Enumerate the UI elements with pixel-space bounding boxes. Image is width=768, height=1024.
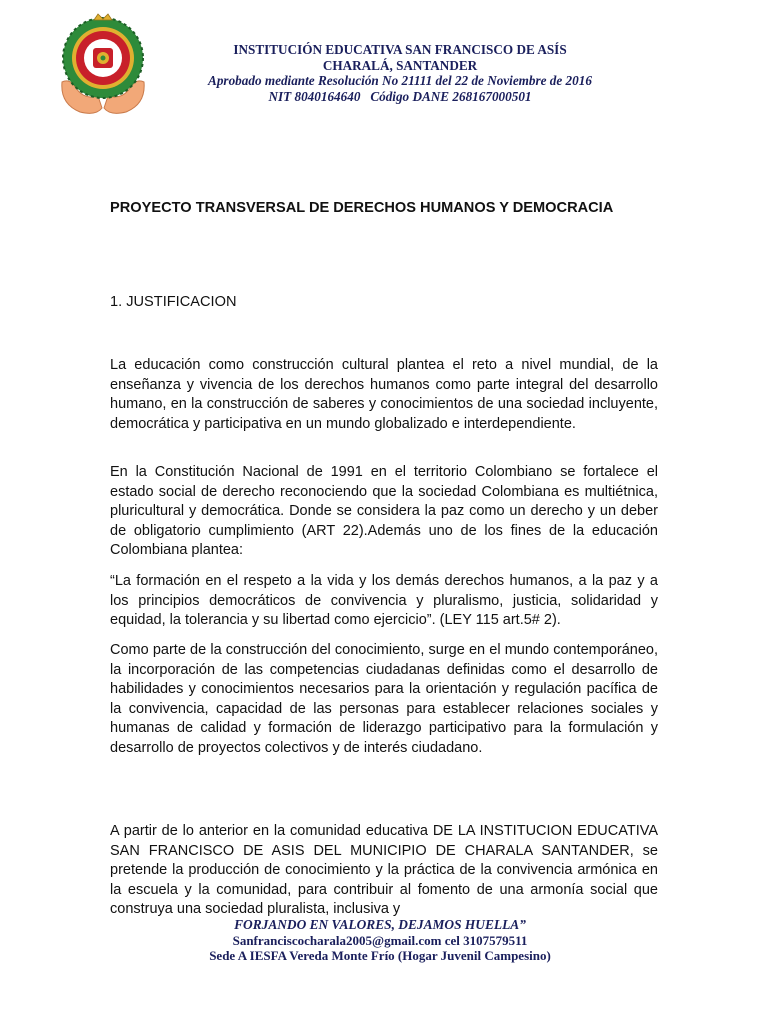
letterhead [150, 42, 650, 104]
page-footer [150, 917, 610, 964]
approval-resolution: Aprobado mediante Resolución No 21111 del 22 de Noviembre de 2016 [208, 73, 592, 89]
footer-motto: FORJANDO EN VALORES, DEJAMOS HUELLA” [234, 917, 526, 932]
paragraph-1: La educación como construcción cultural plantea el reto a nivel mundial, de la enseñanza y vivencia de los derechos humanos como parte integral del desarrollo humano, en la construcción de saberes y conocimientos de una sociedad incluyente, democrática y participativa en un mundo globalizado e interdependiente. [110, 357, 658, 432]
paragraph-2: En la Constitución Nacional de 1991 en el territorio Colombiano se fortalece el estado social de derecho reconociendo que la sociedad Colombiana es multiétnica, pluricultural y democrática. Donde se considera la paz como un derecho y un deber de obligatorio cumplimiento (ART 22).Además uno de los fines de la educación Colombiana plantea: [110, 464, 658, 559]
footer-contact: Sanfranciscocharala2005@gmail.com cel 3107579511 [232, 932, 528, 948]
institution-location: CHARALÁ, SANTANDER [322, 57, 478, 73]
section-heading: 1. JUSTIFICACION [110, 294, 237, 310]
institution-name: INSTITUCIÓN EDUCATIVA SAN FRANCISCO DE ASÍS [233, 42, 567, 57]
institution-crest-icon [58, 12, 148, 116]
paragraph-4: Como parte de la construcción del conocimiento, surge en el mundo contemporáneo, la incorporación de las competencias ciudadanas definidas como el desarrollo de habilidades y conocimientos necesarios para la orientación y regulación pacífica de la convivencia, capacidad de las personas para establecer relaciones sociales y humanas de calidad y formación de liderazgo participativo para la formulación y desarrollo de proyectos colectivos y de interés ciudadano. [110, 642, 658, 756]
quote-paragraph: “La formación en el respeto a la vida y los demás derechos humanos, a la paz y a los principios democráticos de convivencia y pluralismo, justicia, solidaridad y equidad, la tolerancia y su libertad como ejercicio”. (LEY 115 art.5# 2). [110, 573, 658, 629]
paragraph-5: A partir de lo anterior en la comunidad educativa DE LA INSTITUCION EDUCATIVA SAN FRANCISCO DE ASIS DEL MUNICIPIO DE CHARALA SANTANDER, se pretende la producción de conocimiento y la práctica de la convivencia armónica en la escuela y la comunidad, para contribuir al fomento de una armonía social que construya una sociedad pluralista, inclusiva y [110, 823, 658, 918]
document-title: PROYECTO TRANSVERSAL DE DERECHOS HUMANOS Y DEMOCRACIA [110, 200, 614, 216]
nit-dane-codes: NIT 8040164640 Código DANE 268167000501 [268, 88, 532, 104]
footer-address: Sede A IESFA Vereda Monte Frío (Hogar Juvenil Campesino) [209, 948, 551, 964]
